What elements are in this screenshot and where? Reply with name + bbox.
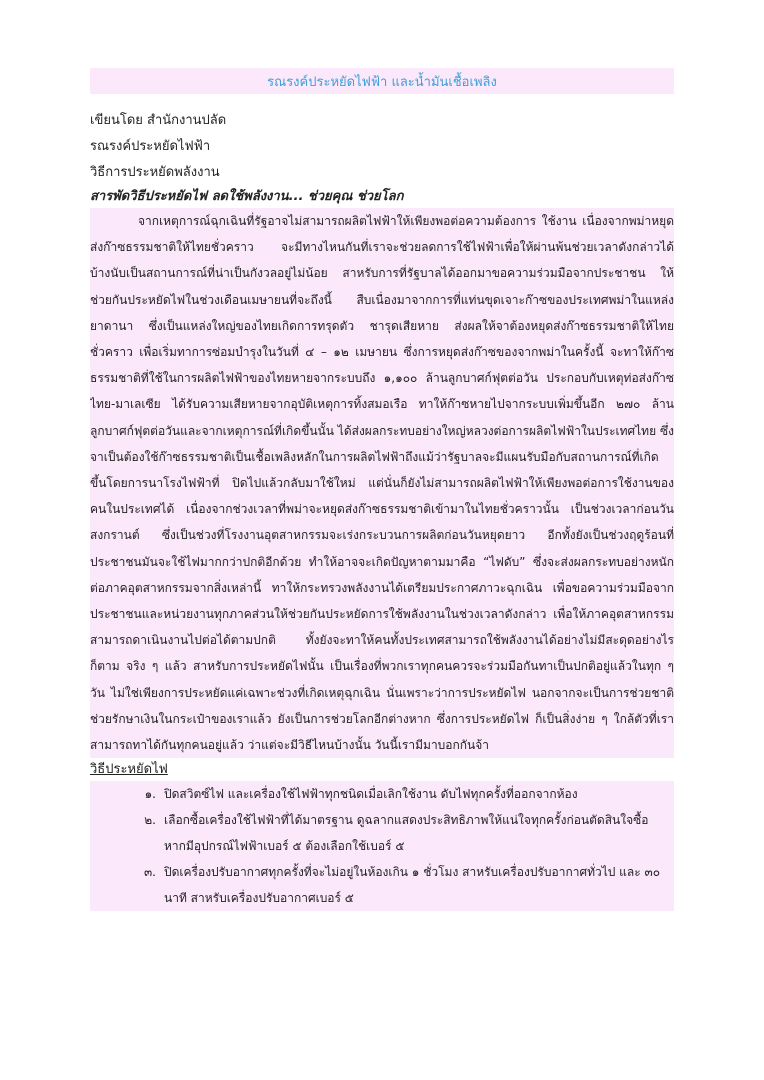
article-body: จากเหตุการณ์ฉุกเฉินที่รัฐอาจไม่สามารถผลิตไฟฟ้าให้เพียงพอต่อความต้องการ ใช้งาน เนื่องจากพม่าหยุดส่งก๊าซธรรมชาติให้ไทยชั่วคราว จะมีทางไหนกันที่เราจะช่วยลดการใช้ไฟฟ้าเพื่อให้ผ่านพ้นช่วยเวลาดังกล่าวได้ บ้างนับเป็นสถานการณ์ที่น่าเป็นกังวลอยู่ไม่น้อย สาหรับการที่รัฐบาลได้ออกมาขอความร่วมมือจากประชาชน ให้ช่วยกันประหยัดไฟในช่วงเดือนเมษายนที่จะถึงนี้ สืบเนื่องมาจากการที่แท่นขุดเจาะก๊าซของประเทศพม่าในแหล่งยาดานา ซึ่งเป็นแหล่งใหญ่ของไทยเกิดการทรุดตัว ชารุดเสียหาย ส่งผลให้จาต้องหยุดส่งก๊าซธรรมชาติให้ไทยชั่วคราว เพื่อเริ่มทาการซ่อมบำรุงในวันที่ ๔ – ๑๒ เมษายน ซึ่งการหยุดส่งก๊าซของจากพม่าในครั้งนี้ จะทาให้ก๊าซธรรมชาติที่ใช้ในการผลิตไฟฟ้าของไทยหายจากระบบถึง ๑,๑๐๐ ล้านลูกบาศก์ฟุตต่อวัน ประกอบกับเหตุท่อส่งก๊าซไทย-มาเลเซีย ได้รับความเสียหายจากอุบัติเหตุการทิ้งสมอเรือ ทาให้ก๊าซหายไปจากระบบเพิ่มขึ้นอีก ๒๗๐ ล้านลูกบาศก์ฟุตต่อวันและจากเหตุการณ์ที่เกิดขึ้นนั้น ได้ส่งผลกระทบอย่างใหญ่หลวงต่อการผลิตไฟฟ้าในประเทศไทย ซึ่งจาเป็นต้องใช้ก๊าซธรรมชาติเป็นเชื้อเพลิงหลักในการผลิตไฟฟ้าถึงแม้ว่ารัฐบาลจะมีแผนรับมือกับสถานการณ์ที่เกิดขึ้นโดยการนาโรงไฟฟ้าที่ ปิดไปแล้วกลับมาใช้ใหม่ แต่นั่นก็ยังไม่สามารถผลิตไฟฟ้าให้เพียงพอต่อการใช้งานของคนในประเทศได้ เนื่องจากช่วงเวลาที่พม่าจะหยุดส่งก๊าซธรรมชาติเข้ามาในไทยชั่วคราวนั้น เป็นช่วงเวลาก่อนวันสงกรานต์ ซึ่งเป็นช่วงที่โรงงานอุตสาหกรรมจะเร่งกระบวนการผลิตก่อนวันหยุดยาว อีกทั้งยังเป็นช่วงฤดูร้อนที่ประชาชนมันจะใช้ไฟมากกว่าปกติอีกด้วย ทำให้อาจจะเกิดปัญหาตามมาคือ “ไฟดับ” ซึ่งจะส่งผลกระทบอย่างหนักต่อภาคอุตสาหกรรมจากสิ่งเหล่านี้ ทาให้กระทรวงพลังงานได้เตรียมประกาศภาวะฉุกเฉิน เพื่อขอความร่วมมือจากประชาชนและหน่วยงานทุกภาคส่วนให้ช่วยกันประหยัดการใช้พลังงานในช่วงเวลาดังกล่าว เพื่อให้ภาคอุตสาหกรรมสามารถดาเนินงานไปต่อได้ตามปกติ ทั้งยังจะทาให้คนทั้งประเทศสามารถใช้พลังงานได้อย่างไม่มีสะดุดอย่างไรก็ตาม จริง ๆ แล้ว สาหรับการประหยัดไฟนั้น เป็นเรื่องที่พวกเราทุกคนควรจะร่วมมือกันทาเป็นปกติอยู่แล้วในทุก ๆ วัน ไม่ใช่เพียงการประหยัดแค่เฉพาะช่วงที่เกิดเหตุฉุกเฉิน นั่นเพราะว่าการประหยัดไฟ นอกจากจะเป็นการช่วยชาติ ช่วยรักษาเงินในกระเป๋าของเราแล้ว ยังเป็นการช่วยโลกอีกต่างหาก ซึ่งการประหยัดไฟ ก็เป็นสิ่งง่าย ๆ ใกล้ตัวที่เราสามารถทาได้กันทุกคนอยู่แล้ว ว่าแต่จะมีวิธีไหนบ้างนั้น วันนี้เรามีมาบอกกันจ้า — [90, 208, 674, 758]
article-heading: สารพัดวิธีประหยัดไฟ ลดใช้พลังงาน... ช่วยคุณ ช่วยโลก — [90, 189, 404, 204]
author-line: เขียนโดย สำนักงานปลัด — [90, 113, 227, 128]
list-item-number: ๒. — [144, 813, 156, 828]
title-band — [90, 68, 674, 94]
list-item — [90, 781, 674, 807]
tips-list — [90, 781, 674, 911]
list-item-number: ๑. — [144, 787, 156, 802]
document-page — [90, 68, 674, 911]
list-item — [90, 807, 674, 859]
list-item-text: ปิดเครื่องปรับอากาศทุกครั้งที่จะไม่อยู่ในห้องเกิน ๑ ชั่วโมง สาหรับเครื่องปรับอากาศทั่วไป และ ๓๐ นาที สาหรับเครื่องปรับอากาศเบอร์ ๕ — [164, 865, 661, 906]
document-title: รณรงค์ประหยัดไฟฟ้า และน้ำมันเชื้อเพลิง — [267, 74, 497, 90]
list-item-text: เลือกซื้อเครื่องใช้ไฟฟ้าที่ได้มาตรฐาน ดูฉลากแสดงประสิทธิภาพให้แน่ใจทุกครั้งก่อนตัดสินใจซื้อ หากมีอุปกรณ์ไฟฟ้าเบอร์ ๕ ต้องเลือกใช้เบอร์ ๕ — [164, 813, 649, 854]
list-item-text: ปิดสวิตซ์ไฟ และเครื่องใช้ไฟฟ้าทุกชนิดเมื่อเลิกใช้งาน ดับไฟทุกครั้งที่ออกจากห้อง — [164, 787, 578, 802]
list-item-number: ๓. — [143, 865, 156, 880]
category-line: รณรงค์ประหยัดไฟฟ้า — [90, 139, 211, 154]
list-item — [90, 859, 674, 911]
section-title-link[interactable]: วิธีประหยัดไฟ — [90, 762, 168, 778]
subcategory-line: วิธีการประหยัดพลังงาน — [90, 165, 220, 180]
